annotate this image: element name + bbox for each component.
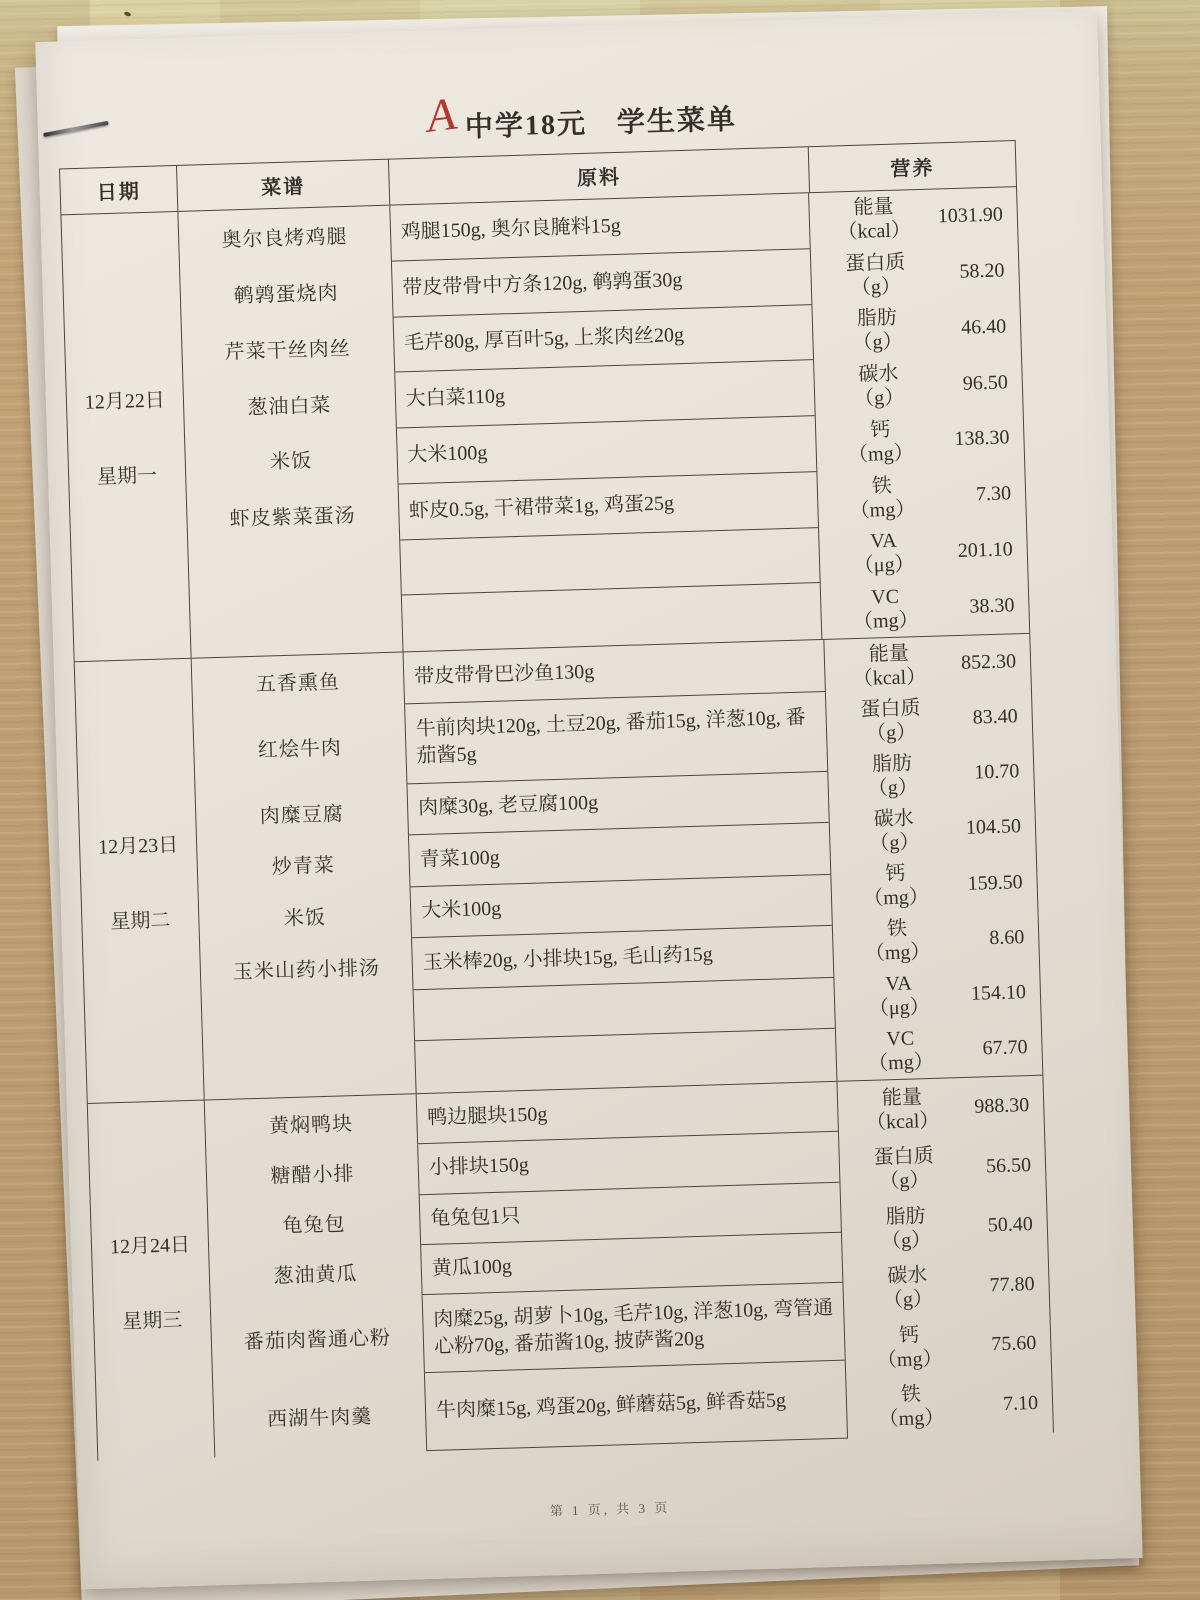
dish-name [202, 990, 415, 1048]
date-cell [61, 212, 191, 661]
dish-name: 葱油白菜 [183, 373, 397, 435]
dish-name: 炒青菜 [197, 835, 410, 893]
nutrient-unit: （g） [865, 720, 917, 745]
nutrient-label [846, 1381, 975, 1433]
nutrient-label [828, 750, 957, 802]
nutrition-cell [823, 634, 1042, 1081]
nutrition-pair [821, 577, 1030, 639]
nutrient-value: 96.50 [962, 371, 1009, 395]
nutrient-value: 58.20 [959, 259, 1005, 283]
day-block [61, 187, 1029, 662]
nutrient-label [834, 970, 963, 1022]
nutrient-unit: （g） [852, 330, 903, 355]
weekday-text: 星期三 [121, 1308, 183, 1333]
page-footer: 第 1 页, 共 3 页 [549, 1499, 671, 1519]
nutrient-label [809, 193, 938, 245]
dish-name: 五香熏鱼 [192, 652, 405, 710]
nutrient-value: 104.50 [965, 815, 1022, 840]
dish-name [188, 540, 402, 602]
ingredient-cell: 小排块150g [418, 1132, 839, 1195]
nutrient-name: VA [885, 972, 913, 996]
ingredient-cell: 虾皮0.5g, 干裙带菜1g, 鸡蛋25g [398, 472, 818, 540]
nutrient-value: 77.80 [989, 1272, 1035, 1297]
nutrient-name: 脂肪 [856, 307, 898, 331]
nutrition-pair [824, 634, 1031, 695]
nutrient-name: 蛋白质 [844, 251, 906, 275]
day-block [88, 1076, 1053, 1461]
grade-mark: A [425, 86, 460, 143]
nutrient-value: 38.30 [969, 593, 1015, 618]
nutrient-value: 159.50 [967, 870, 1023, 895]
weekday-text: 星期一 [96, 464, 158, 489]
nutrient-unit: （g） [869, 831, 920, 855]
dish-name: 米饭 [185, 429, 399, 491]
dishes-ingredients-cell [192, 640, 837, 1100]
nutrient-name: VC [870, 585, 900, 609]
dish-name: 米饭 [199, 887, 412, 945]
nutrient-unit: （g） [880, 1228, 932, 1253]
nutrient-unit: （mg） [849, 497, 916, 522]
nutrient-name: 能量 [881, 1086, 923, 1110]
nutrition-pair [819, 521, 1028, 583]
ingredient-cell: 肉糜25g, 胡萝卜10g, 毛芹10g, 洋葱10g, 弯管通心粉70g, 番茄酱10g, 披萨酱20g [423, 1283, 845, 1373]
nutrient-name: 能量 [868, 642, 910, 666]
nutrient-unit: （kcal） [852, 665, 927, 690]
header-nutrition: 营养 [890, 157, 935, 181]
dish-name: 黄焖鸭块 [205, 1094, 418, 1151]
ingredient-cell: 鸭边腿块150g [417, 1082, 838, 1145]
nutrient-unit: （g） [879, 1169, 930, 1193]
ingredient-cell: 大白菜110g [395, 360, 815, 428]
nutrient-label [838, 1084, 967, 1136]
nutrition-pair [828, 744, 1035, 805]
dish-name: 糖醋小排 [206, 1145, 419, 1202]
dishes-ingredients-cell [205, 1082, 847, 1458]
nutrition-pair [812, 299, 1021, 361]
nutrient-name: 钙 [885, 862, 906, 886]
nutrition-pair [829, 799, 1036, 860]
nutrient-value: 50.40 [987, 1213, 1034, 1237]
nutrition-pair [836, 1020, 1043, 1081]
nutrient-label [816, 416, 945, 468]
ingredient-cell: 玉米棒20g, 小排块15g, 毛山药15g [412, 926, 833, 990]
nutrient-unit: （μg） [868, 996, 930, 1021]
ingredient-cell: 大米100g [397, 416, 817, 484]
nutrition-pair [814, 354, 1023, 416]
nutrient-name: 铁 [886, 917, 908, 941]
nutrient-label [819, 528, 948, 580]
nutrient-name: 碳水 [886, 1264, 928, 1288]
nutrient-unit: （kcal） [865, 1109, 940, 1134]
nutrient-label [845, 1322, 974, 1374]
nutrient-unit: （mg） [864, 941, 931, 966]
nutrient-label [821, 583, 950, 635]
nutrient-label [811, 249, 940, 301]
ingredient-cell: 牛前肉块120g, 土豆20g, 番茄15g, 洋葱10g, 番茄酱5g [405, 692, 827, 784]
nutrition-pair [834, 964, 1041, 1025]
date-cell [88, 1101, 216, 1461]
nutrient-name: 铁 [900, 1383, 922, 1407]
ingredient-cell: 带皮带骨中方条120g, 鹌鹑蛋30g [392, 249, 812, 317]
date-text: 12月24日 [109, 1233, 191, 1258]
nutrition-pair [837, 1076, 1044, 1142]
nutrient-value: 83.40 [972, 705, 1019, 729]
nutrient-value: 7.30 [975, 482, 1012, 506]
nutrition-pair [845, 1314, 1052, 1380]
nutrient-unit: （mg） [867, 1051, 935, 1076]
nutrient-unit: （mg） [852, 609, 919, 634]
nutrient-value: 67.70 [982, 1036, 1028, 1060]
nutrition-pair [831, 854, 1038, 915]
nutrition-pair [811, 243, 1020, 305]
nutrient-name: 钙 [898, 1324, 920, 1347]
ingredient-cell: 肉糜30g, 老豆腐100g [407, 771, 828, 835]
ingredient-cell: 大米100g [411, 875, 832, 939]
dishes-ingredients-cell [178, 193, 821, 658]
nutrient-label [841, 1203, 970, 1255]
nutrient-unit: （g） [850, 275, 902, 299]
ingredient-cell: 牛肉糜15g, 鸡蛋20g, 鲜蘑菇5g, 鲜香菇5g [425, 1361, 847, 1451]
nutrient-label [831, 860, 960, 912]
dish-name: 虾皮紫菜蛋汤 [186, 484, 400, 546]
page-title: 中学18元 学生菜单 [464, 104, 738, 144]
nutrient-unit: （g） [853, 386, 905, 411]
nutrient-label [817, 472, 946, 524]
date-cell [75, 659, 205, 1103]
date-text: 12月23日 [97, 833, 179, 859]
dish-name: 红烩牛肉 [193, 704, 407, 790]
ingredient-cell: 毛芹80g, 厚百叶5g, 上浆肉丝20g [393, 305, 813, 373]
date-text: 12月22日 [84, 389, 166, 414]
nutrient-label [826, 695, 955, 747]
weekday-text: 星期二 [110, 908, 171, 933]
nutrient-unit: （mg） [862, 886, 930, 910]
nutrient-unit: （mg） [876, 1347, 943, 1372]
nutrient-name: 钙 [869, 418, 891, 442]
menu-table [59, 140, 1054, 1461]
dish-name: 芹菜干丝肉丝 [181, 317, 395, 379]
nutrition-pair [833, 909, 1040, 970]
ingredient-cell: 黄瓜100g [421, 1233, 842, 1296]
nutrition-pair [809, 187, 1018, 249]
nutrient-value: 1031.90 [937, 203, 1004, 228]
nutrition-pair [826, 689, 1033, 750]
nutrient-unit: （mg） [878, 1406, 945, 1431]
nutrient-name: 碳水 [873, 807, 915, 831]
nutrient-value: 75.60 [991, 1332, 1037, 1356]
nutrition-pair [843, 1254, 1050, 1320]
dish-name: 番茄肉酱通心粉 [211, 1295, 425, 1379]
nutrient-name: 能量 [853, 195, 894, 219]
dish-name: 龟兔包 [208, 1195, 421, 1252]
nutrient-unit: （mg） [847, 442, 914, 467]
nutrient-label [813, 305, 942, 357]
dust-speck [124, 11, 132, 17]
dish-name: 玉米山药小排汤 [200, 939, 413, 997]
header-ingredients: 原料 [389, 147, 810, 204]
nutrient-unit: （kcal） [837, 219, 912, 244]
nutrition-pair [839, 1135, 1046, 1201]
menu-page [35, 11, 1142, 1590]
nutrient-label [833, 915, 962, 967]
nutrient-label [839, 1143, 968, 1195]
ingredient-cell: 带皮带骨巴沙鱼130g [404, 640, 825, 704]
nutrition-pair [841, 1195, 1048, 1261]
nutrient-label [836, 1025, 965, 1077]
nutrient-name: 铁 [871, 474, 893, 498]
nutrient-name: 脂肪 [871, 752, 913, 776]
nutrient-value: 8.60 [988, 925, 1025, 949]
nutrient-value: 201.10 [957, 538, 1014, 562]
nutrient-value: 56.50 [985, 1153, 1032, 1178]
nutrient-name: VC [886, 1027, 915, 1051]
dish-name: 葱油黄瓜 [209, 1245, 422, 1302]
nutrient-name: 蛋白质 [860, 696, 921, 721]
nutrient-value: 7.10 [1002, 1391, 1039, 1415]
nutrition-cell [808, 187, 1029, 639]
nutrition-pair [817, 466, 1026, 528]
nutrient-label [829, 805, 958, 857]
ingredient-cell: 鸡腿150g, 奥尔良腌料15g [390, 193, 810, 261]
dish-name: 鹌鹑蛋烧肉 [180, 261, 394, 323]
nutrient-value: 138.30 [954, 426, 1010, 451]
nutrient-label [824, 640, 953, 692]
nutrition-cell [836, 1076, 1053, 1439]
nutrient-value: 46.40 [960, 315, 1007, 339]
nutrient-value: 154.10 [970, 980, 1027, 1005]
header-dishes: 菜谱 [177, 160, 390, 211]
dish-name [190, 596, 404, 658]
nutrient-name: VA [869, 530, 897, 553]
ingredient-cell: 龟兔包1只 [420, 1182, 841, 1245]
nutrient-unit: （g） [867, 776, 919, 800]
nutrient-name: 蛋白质 [873, 1145, 935, 1169]
nutrient-unit: （g） [882, 1288, 934, 1312]
dish-name: 西湖牛肉羹 [213, 1373, 427, 1457]
nutrient-value: 852.30 [960, 650, 1017, 674]
nutrition-pair [846, 1373, 1053, 1439]
nutrient-label [814, 360, 943, 412]
nutrition-pair [816, 410, 1025, 472]
nutrient-value: 10.70 [974, 760, 1020, 784]
nutrient-name: 脂肪 [885, 1204, 926, 1229]
dish-name: 奥尔良烤鸡腿 [178, 206, 392, 268]
nutrient-value: 988.30 [973, 1094, 1030, 1118]
dish-name [203, 1042, 416, 1100]
header-date: 日期 [60, 166, 178, 214]
ingredient-cell: 青菜100g [409, 823, 830, 887]
dish-name: 肉糜豆腐 [196, 784, 409, 842]
day-block [75, 634, 1043, 1104]
nutrient-name: 碳水 [858, 362, 899, 386]
nutrient-label [843, 1262, 972, 1314]
nutrient-unit: （μg） [853, 553, 915, 578]
